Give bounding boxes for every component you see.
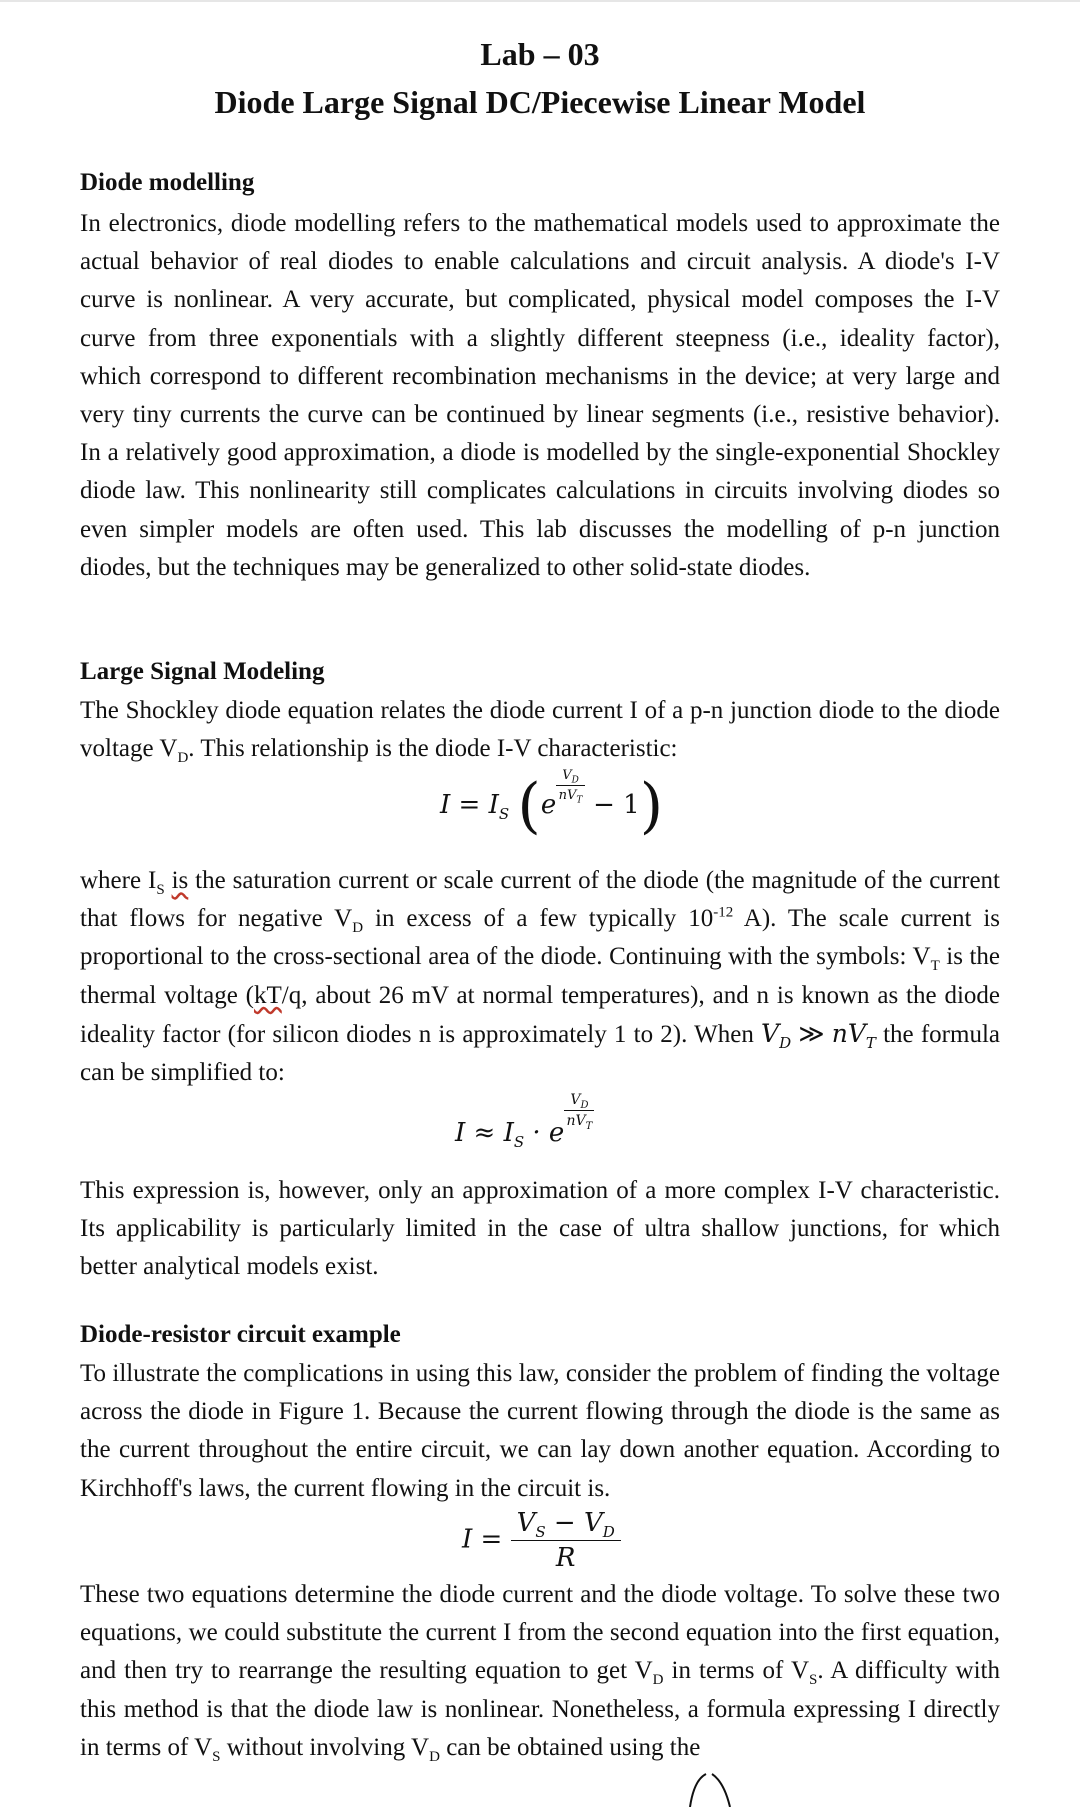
paragraph-saturation-current: where $I_S$ is the saturation current or scale current of the diode (the magnitude of the current that flows for negative $V_D$ in excess of a few typically $10^{-12}$ A). The scale current is proportional to the cross-sectional area of the diode. Continuing with the symbols: $V_T$ is the thermal voltage (kT/q, about 26 mV at normal temperatures), and n is known as the diode ideality factor (for silicon diodes n is approximately 1 to 2). When $V_D$ ≫ $nV_T$ the formula can be simplified to:	[80, 867, 1000, 1087]
page-subtitle: Diode Large Signal DC/Piecewise Linear Model	[214, 84, 866, 120]
section-heading-diode-resistor: Diode-resistor circuit example	[80, 1321, 401, 1348]
equation-shockley-approx: $I \approx I_S \cdot e$ $\frac{V_D}{nV_T}$	[455, 1092, 594, 1148]
paragraph-approximation-note: This expression is, however, only an approximation of a more complex I-V characteristic. Its applicability is particularly limited in the case of ultra shallow junctions, for which better analytical models exist.	[80, 1177, 1000, 1281]
cutoff-equation-parenthesis	[672, 1772, 742, 1807]
top-border	[0, 0, 1080, 2]
paragraph-solving-equations: These two equations determine the diode current and the diode voltage. To solve these two equations, we could substitute the current I from the second equation into the first equation, and then try to rearrange the resulting equation to get $V_D$ in terms of $V_S$. A difficulty with this method is that the diode law is nonlinear. Nonetheless, a formula expressing I directly in terms of $V_S$ without involving $V_D$ can be obtained using the	[80, 1581, 1000, 1765]
section-heading-large-signal: Large Signal Modeling	[80, 658, 325, 685]
page-title: Lab – 03	[480, 36, 600, 72]
paragraph-circuit-example: To illustrate the complications in using this law, consider the problem of finding the voltage across the diode in Figure 1. Because the current flowing through the diode is the same as the current throughout the entire circuit, we can lay down another equation. According to Kirchhoff's laws, the current flowing in the circuit is.	[80, 1360, 1000, 1502]
paragraph-large-signal-intro: The Shockley diode equation relates the diode current I of a p-n junction diode to the diode voltage $V_D$. This relationship is the diode I-V characteristic:	[80, 697, 1000, 767]
equation-shockley: $I = I_S$ (e $\frac{V_D}{nV_T}$ − 1)	[440, 768, 664, 841]
section-heading-diode-modelling: Diode modelling	[80, 169, 255, 196]
paragraph-diode-modelling: In electronics, diode modelling refers to the mathematical models used to approximate the actual behavior of real diodes to enable calculations and circuit analysis. A diode's I-V curve is nonlinear. A very accurate, but complicated, physical model composes the I-V curve from three exponentials with a slightly different steepness (i.e., ideality factor), which correspond to different recombination mechanisms in the device; at very large and very tiny currents the curve can be continued by linear segments (i.e., resistive behavior). In a relatively good approximation, a diode is modelled by the single-exponential Shockley diode law. This nonlinearity still complicates calculations in circuits involving diodes so even simpler models are often used. This lab discusses the modelling of p-n junction diodes, but the techniques may be generalized to other solid-state diodes.	[80, 210, 1000, 581]
equation-kirchhoff-current: I = $\frac{V_S - V_D}{R}$	[462, 1508, 621, 1573]
